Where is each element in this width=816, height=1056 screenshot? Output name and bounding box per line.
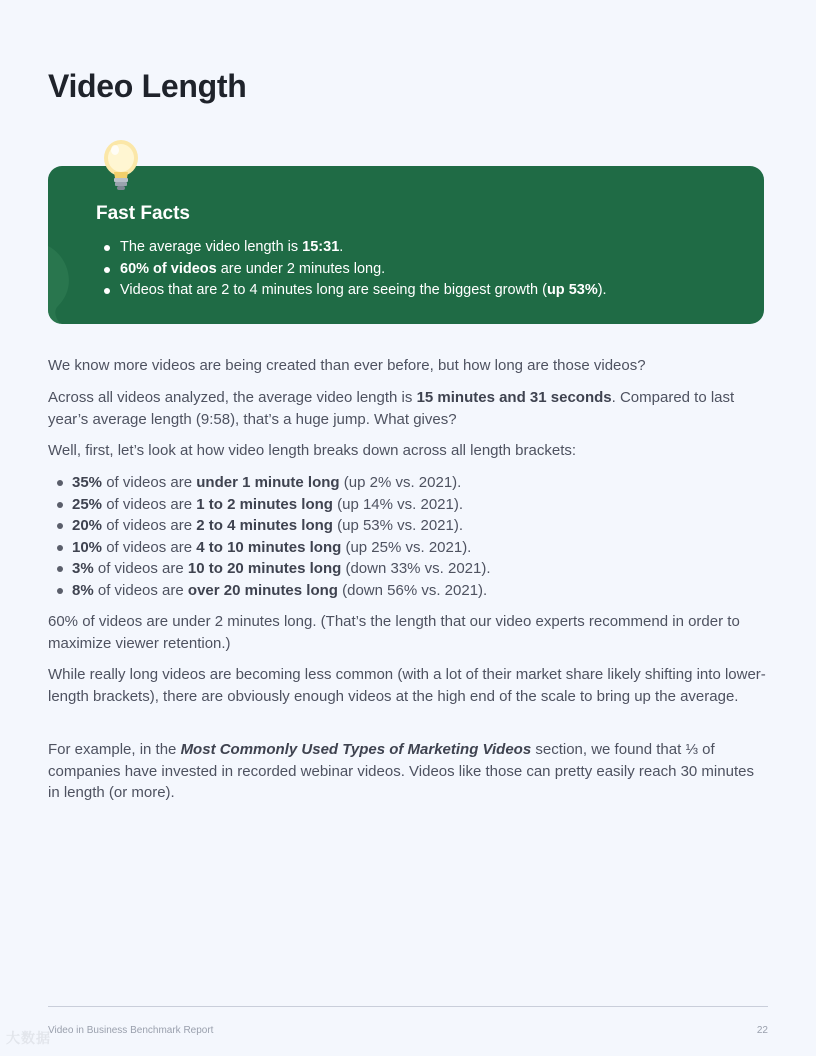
retention-paragraph: 60% of videos are under 2 minutes long. (That’s the length that our video experts recommend in order to maximize viewer retention.)	[48, 613, 740, 652]
average-length-paragraph: Across all videos analyzed, the average video length is 15 minutes and 31 seconds. Compared to last year’s average length (9:58), that’s a huge jump. What gives?	[48, 389, 735, 428]
list-item: 20% of videos are 2 to 4 minutes long (up 53% vs. 2021).	[56, 515, 491, 537]
fast-facts-box	[48, 166, 764, 324]
list-item: The average video length is 15:31.	[104, 237, 607, 259]
long-videos-paragraph: While really long videos are becoming less common (with a lot of their market share likely shifting into lower-length brackets), there are obviously enough videos at the high end of the scale to bring up the average.	[48, 666, 766, 705]
intro-paragraph: We know more videos are being created than ever before, but how long are those videos?	[48, 357, 646, 374]
watermark: 大数据	[6, 1030, 51, 1046]
footer-divider	[48, 1006, 768, 1007]
lightbulb-icon	[100, 136, 142, 194]
list-item: 25% of videos are 1 to 2 minutes long (up 14% vs. 2021).	[56, 494, 491, 516]
footer-report-name: Video in Business Benchmark Report	[48, 1025, 214, 1036]
list-item: 60% of videos are under 2 minutes long.	[104, 259, 607, 281]
footer-page-number: 22	[756, 1025, 768, 1036]
example-paragraph: For example, in the Most Commonly Used Types of Marketing Videos section, we found that ⅓ of companies have invested in recorded webinar videos. Videos like those can pretty easily reach 30 minutes in length (or more).	[48, 741, 754, 801]
list-item: 35% of videos are under 1 minute long (up 2% vs. 2021).	[56, 472, 491, 494]
fast-facts-title: Fast Facts	[96, 203, 190, 224]
list-item: 10% of videos are 4 to 10 minutes long (up 25% vs. 2021).	[56, 537, 491, 559]
brackets-intro-paragraph: Well, first, let’s look at how video length breaks down across all length brackets:	[48, 442, 577, 459]
length-brackets-list	[56, 472, 491, 601]
fast-facts-list	[104, 237, 607, 302]
list-item: 8% of videos are over 20 minutes long (down 56% vs. 2021).	[56, 580, 491, 602]
page-title: Video Length	[48, 68, 247, 104]
list-item: Videos that are 2 to 4 minutes long are seeing the biggest growth (up 53%).	[104, 280, 607, 302]
list-item: 3% of videos are 10 to 20 minutes long (down 33% vs. 2021).	[56, 558, 491, 580]
